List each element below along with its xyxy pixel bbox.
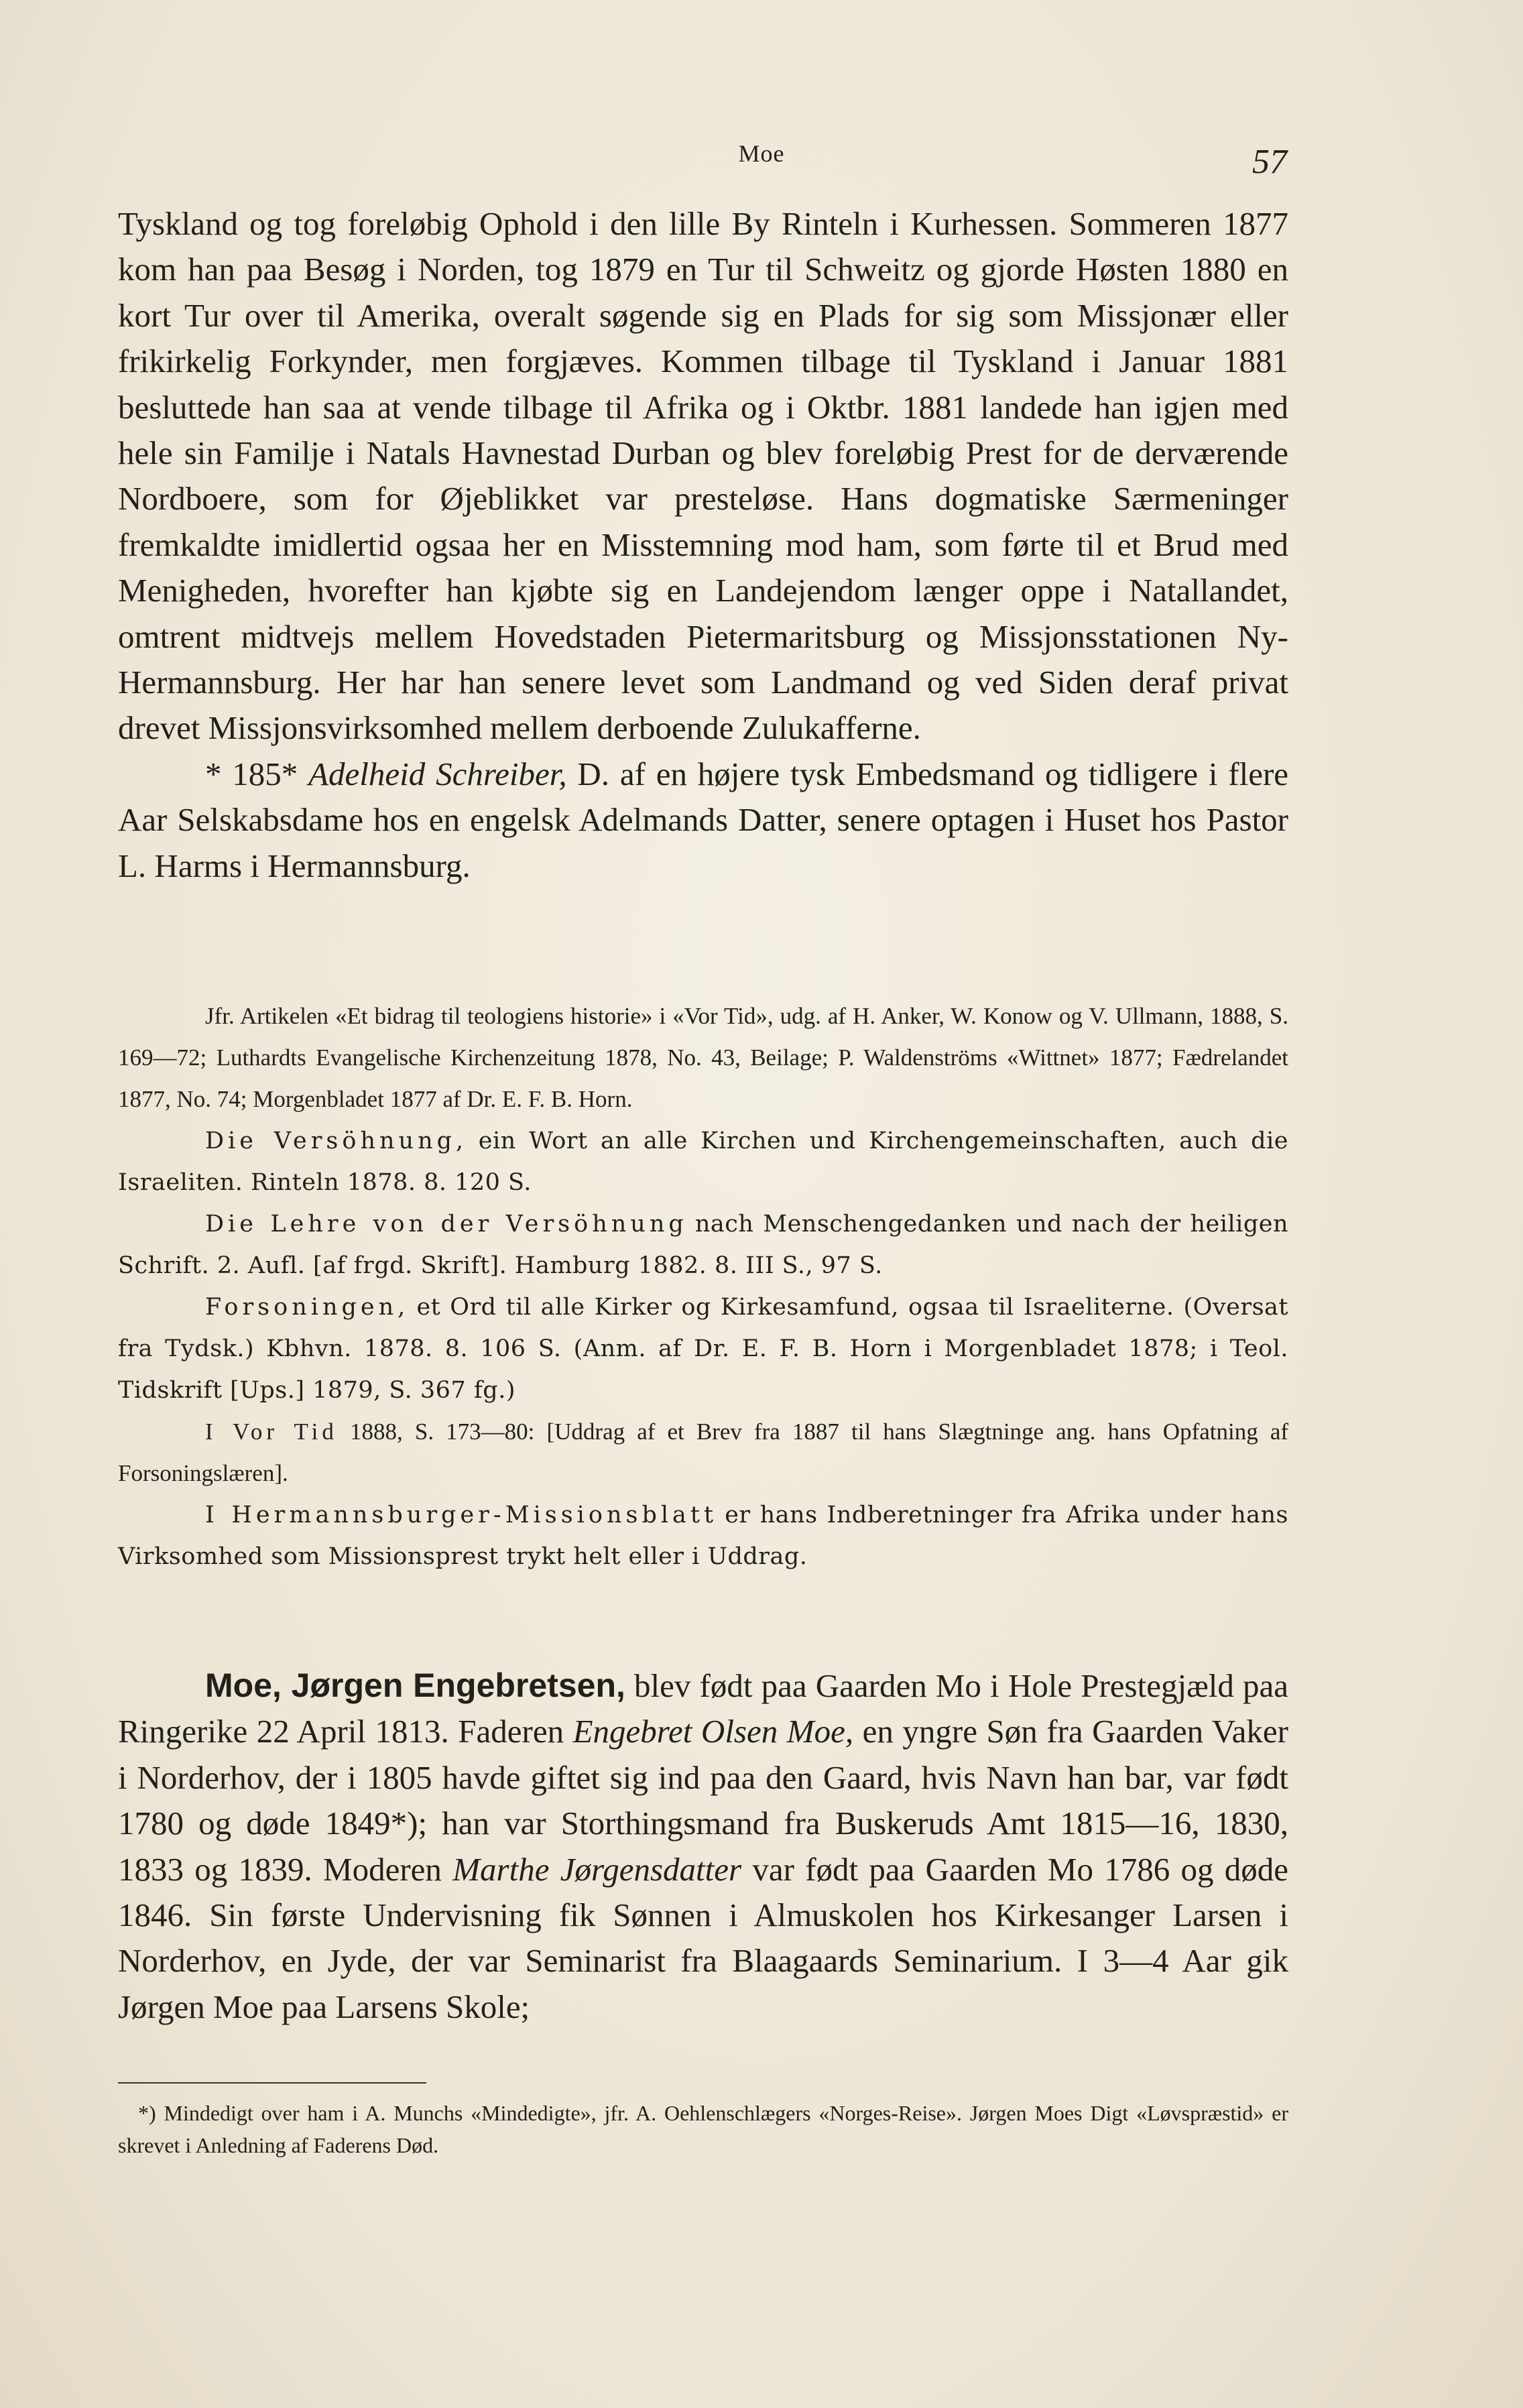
work-2-title: Die Lehre von der Versöhnung xyxy=(205,1211,688,1238)
work-1-details: ein Wort an alle Kirchen und Kirchengemeinschaften, auch die Israeliten. Rinteln 1878. 8. 120 S. xyxy=(118,1128,1288,1196)
reference-work-5 xyxy=(118,1494,1288,1577)
footnote-rule xyxy=(118,2082,426,2084)
work-5-title: I Hermannsburger-Missionsblatt xyxy=(205,1502,718,1528)
previous-entry-text: Tyskland og tog foreløbig Ophold i den lille By Rinteln i Kurhessen. Sommeren 1877 kom han paa Besøg i Norden, tog 1879 en Tur til Schweitz og gjorde Høsten 1880 en kort Tur over til Amerika, overalt søgende sig en Plads for sig som Missjonær eller frikirkelig Forkynder, men forgjæves. Kommen tilbage til Tyskland i Januar 1881 besluttede han saa at vende tilbage til Afrika og i Oktbr. 1881 landede han igjen med hele sin Familje i Natals Havnestad Durban og blev foreløbig Prest for de derværende Nordboere, som for Øjeblikket var presteløse. Hans dogmatiske Særmeninger fremkaldte imidlertid ogsaa her en Misstemning mod ham, som førte til et Brud med Menigheden, hvorefter han kjøbte sig en Landejendom længer oppe i Natallandet, omtrent midtvejs mellem Hovedstaden Pietermaritsburg og Missjonsstationen Ny-Hermannsburg. Her har han senere levet som Landmand og ved Siden deraf privat drevet Missjonsvirksomhed mellem derboende Zulukafferne. xyxy=(118,205,1288,747)
spouse-text: D. af en højere tysk Embedsmand og tidligere i flere Aar Selskabsdame hos en engelsk Adelmands Datter, senere optagen i Huset hos Pastor L. Harms i Hermannsburg. xyxy=(118,755,1289,884)
running-head: Moe xyxy=(738,140,785,167)
reference-work-1 xyxy=(118,1120,1288,1203)
reference-work-2 xyxy=(118,1203,1288,1286)
entry-text-b: en yngre Søn fra Gaarden Vaker i Norderhov, der i 1805 havde giftet sig ind paa den Gaard, hvis Navn han bar, var født 1780 og døde 1849*); han var Storthingsmand fra Buskeruds Amt 1815—16, 1830, 1833 og 1839. Moderen xyxy=(118,1713,1288,1888)
work-4-details: 1888, S. 173—80: [Uddrag af et Brev fra 1887 til hans Slægtninge ang. hans Opfatning af Forsoningslæren]. xyxy=(118,1419,1289,1486)
spouse-paragraph xyxy=(118,751,1288,889)
references-block xyxy=(118,996,1288,1577)
work-3-details: et Ord til alle Kirker og Kirkesamfund, ogsaa til Israeliterne. (Oversat fra Tydsk.) Kbhvn. 1878. 8. 106 S. (Anm. af Dr. E. F. B. Horn i Morgenbladet 1878; i Teol. Tidskrift [Ups.] 1879, S. 367 fg.) xyxy=(118,1294,1288,1404)
work-1-title: Die Versöhnung, xyxy=(205,1128,468,1154)
reference-jfr: Jfr. Artikelen «Et bidrag til teologiens historie» i «Vor Tid», udg. af H. Anker, W. Konow og V. Ullmann, 1888, S. 169—72; Luthardts Evangelische Kirchenzeitung 1878, No. 43, Beilage; P. Waldenströms «Wittnet» 1877; Fædrelandet 1877, No. 74; Morgenbladet 1877 af Dr. E. F. B. Horn. xyxy=(118,1003,1288,1112)
entry-text-a: blev født paa Gaarden Mo i Hole Prestegjæld paa Ringerike 22 April 1813. Faderen xyxy=(118,1667,1288,1750)
work-3-title: Forsoningen, xyxy=(205,1294,410,1321)
new-entry xyxy=(118,1663,1288,2030)
reference-work-4 xyxy=(118,1411,1288,1494)
mother-name: Marthe Jørgensdatter xyxy=(452,1850,742,1888)
spouse-name: Adelheid Schreiber, xyxy=(308,755,567,792)
reference-work-3 xyxy=(118,1286,1288,1411)
page-number: 57 xyxy=(1252,143,1287,181)
new-entry-paragraph xyxy=(118,1663,1288,2030)
previous-entry-continuation xyxy=(118,201,1288,889)
footnote-text: *) Mindedigt over ham i A. Munchs «Mindedigte», jfr. A. Oehlenschlægers «Norges-Reise». Jørgen Moes Digt «Løvspræstid» er skrevet i Anledning af Faderens Død. xyxy=(118,2101,1288,2157)
work-5-details: er hans Indberetninger fra Afrika under hans Virksomhed som Missionsprest trykt helt eller i Uddrag. xyxy=(118,1502,1289,1570)
entry-heading-name: Moe, Jørgen Engebretsen, xyxy=(205,1667,625,1704)
spouse-marker: * 185* xyxy=(205,755,298,792)
entry-text-c: var født paa Gaarden Mo 1786 og døde 1846. Sin første Undervisning fik Sønnen i Almuskolen hos Kirkesanger Larsen i Norderhov, en Jyde, der var Seminarist fra Blaagaards Seminarium. I 3—4 Aar gik Jørgen Moe paa Larsens Skole; xyxy=(118,1850,1289,2025)
footnote xyxy=(118,2097,1288,2161)
father-name: Engebret Olsen Moe, xyxy=(572,1713,854,1750)
work-2-details: nach Menschengedanken und nach der heiligen Schrift. 2. Aufl. [af frgd. Skrift]. Hamburg 1882. 8. III S., 97 S. xyxy=(118,1211,1289,1279)
work-4-title: I Vor Tid xyxy=(205,1419,338,1445)
